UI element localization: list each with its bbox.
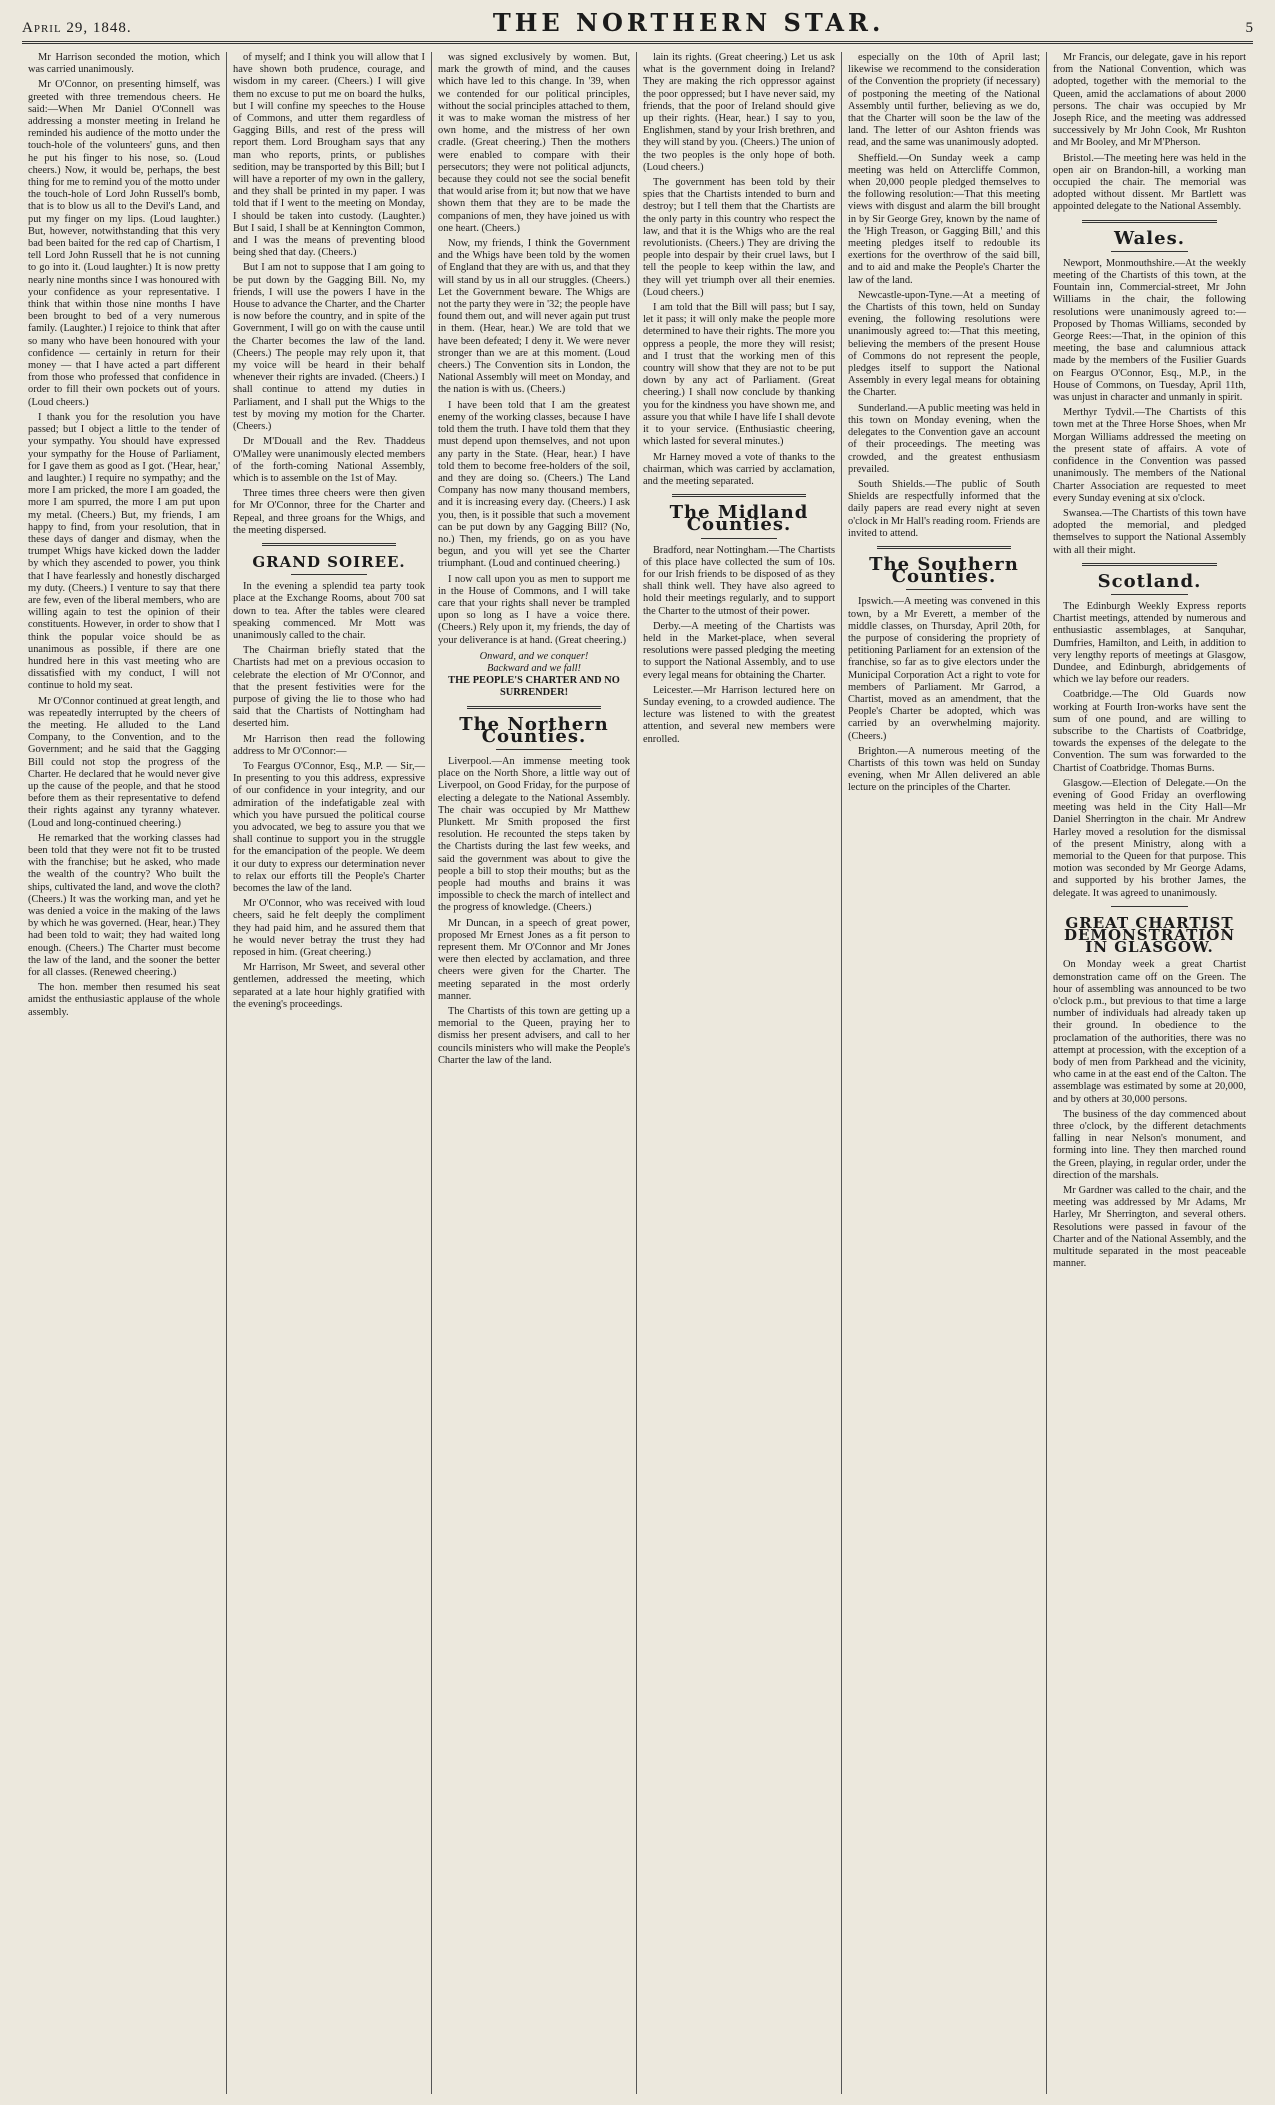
paragraph: Derby.—A meeting of the Chartists was held in the Market-place, when several resolutions were passed pledging the meeting to support the National Assembly, and to use every legal means for obtaining the Charter.: [643, 620, 835, 681]
section-heading-southern-counties: The Southern Counties.: [869, 553, 1019, 588]
article-body: [848, 52, 1040, 540]
motto-line: Onward, and we conquer!: [479, 650, 589, 662]
paragraph: The Chartists of this town are getting up a memorial to the Queen, praying her to dismiss her present advisers, and call to her councils ministers who will make the People's Charter the law of the land.: [438, 1006, 630, 1066]
page-number: 5: [1245, 20, 1253, 36]
issue-date: April 29, 1848.: [22, 20, 132, 36]
heading-rule: [496, 749, 573, 750]
paragraph: Sheffield.—On Sunday week a camp meeting was held on Attercliffe Common, when 20,000 people pledged themselves to the following resolution:—That this meeting views with disgust and alarm the bill brought in by Sir George Grey, known by the name of the 'High Treason, or Gagging Bill,' and this meeting pledges itself to redouble its exertions for the overthrow of the said bill, and to aid and make the People's Charter the law of the land.: [848, 152, 1040, 286]
paragraph: To Feargus O'Connor, Esq., M.P. — Sir,—In presenting to you this address, expressive of our confidence in your integrity, and our admiration of the indefatigable zeal with which you have pursued the political course you advocated, we beg to assure you that we shall continue to support you in the struggle for the emancipation of the people. We deem it our duty to express our determination never to relax our efforts till the People's Charter becomes the law of the land.: [233, 760, 425, 894]
paragraph: was signed exclusively by women. But, mark the growth of mind, and the causes which have led to this change. In '39, when we contended for our political principles, without the social principles attached to them, it was to make woman the mistress of her own home, and the mistress of her own cradle. (Great cheering.) Then the mothers were enabled to compare with their persecutors; they were not political adjuncts, because they could not see the social benefit that would arise from it; but now that we have shown them that they are to be made the companions of men, they have joined us with one heart. (Cheers.): [438, 52, 630, 234]
heading-rule: [1111, 251, 1188, 252]
column-grid: [22, 52, 1253, 2094]
paragraph: He remarked that the working classes had been told that they were not fit to be trusted with the franchise; but he asked, who made the wealth of the country? Who built the ships, cultivated the land, and wove the cloth? (Cheers.) It was the working man, and yet he was denied a voice in the making of the laws by which he was governed. (Hear, hear.) They had been told to wait; they had waited long enough. (Cheers.) The Charter must become the law of the land, and the sooner the better for all classes. (Renewed cheering.): [28, 832, 220, 979]
section-heading-wales: Wales.: [1113, 227, 1185, 249]
paragraph: especially on the 10th of April last; likewise we recommend to the consideration of the Convention the propriety (if necessary) of postponing the meeting of the National Assembly until further, believing as we do, that the Charter will soon be the law of the land. The letter of our Ashton friends was read, and the same was unanimously adopted.: [848, 52, 1040, 149]
paragraph: Mr Harrison, Mr Sweet, and several other gentlemen, addressed the meeting, which separated at a late hour highly gratified with the evening's proceedings.: [233, 962, 425, 1010]
paragraph: Brighton.—A numerous meeting of the Chartists of this town was held on Sunday evening, when Mr Allen delivered an able lecture on the principles of the Charter.: [848, 745, 1040, 794]
paragraph: I am told that the Bill will pass; but I say, let it pass; it will only make the people more determined to have their rights. The more you oppress a people, the more they will resist; and I trust that the working men of this country will show that they are not to be put down by any act of Parliament. (Great cheering.) I shall now conclude by thanking you for the kindness you have shown me, and assure you that while I have life I shall devote it to your service. (Enthusiastic cheering, which lasted for several minutes.): [643, 302, 835, 448]
paragraph: Bradford, near Nottingham.—The Chartists of this place have collected the sum of 10s. for our Irish friends to be disposed of as they shall think well. They have also agreed to hold their meetings regularly, and to support the Charter to the utmost of their power.: [643, 544, 835, 617]
paragraph: Now, my friends, I think the Government and the Whigs have been told by the women of England that they are with us, and that they will stand by us in all our struggles. (Cheers.) Let the Government beware. The Whigs are not the party they were in '32; the people have found them out, and will never again put trust in them. (Hear, hear.) We are told that we have been defeated; I deny it. We were never stronger than we are at this moment. (Loud cheers.) The Convention sits in London, the National Assembly will meet on Monday, and the nation is with us. (Cheers.): [438, 238, 631, 396]
article-body: [28, 52, 220, 1019]
paragraph: of myself; and I think you will allow that I have shown both prudence, courage, and wisdom in my career. (Cheers.) I will give them no excuse to put me on board the hulks, but I will confine my speeches to the House of Commons, and utter them regardless of Gagging Bills, and rest of the press will report them. Lord Brougham says that any man who reports, prints, or publishes sedition, may be transported by this Bill; but I will have a reporter of my own in the gallery, and they shall be printed in my paper. I was told that if I went to the meeting on Monday, I should be taken into custody. (Laughter.) But I said, I shall be at Kennington Common, and I was the means of preventing blood being shed that day. (Cheers.): [233, 52, 425, 259]
paragraph: Liverpool.—An immense meeting took place on the North Shore, a little way out of Liverpool, on Good Friday, for the purpose of electing a delegate to the National Assembly. The chair was occupied by Mr Matthew Plunkett. Mr Smith proposed the first resolution. He recounted the steps taken by the Chartists during the last few weeks, and said the government was about to give the people a bill to stop their mouths; but as the people had mouths and brains it was impossible to check the march of intellect and the progress of knowledge. (Cheers.): [438, 755, 630, 914]
section-divider: [1082, 220, 1217, 223]
section-divider: [672, 494, 806, 497]
section-divider: [467, 706, 601, 709]
heading-rule: [906, 589, 983, 590]
heading-rule: [1111, 594, 1188, 595]
paragraph: Mr Harrison seconded the motion, which was carried unanimously.: [28, 52, 220, 76]
paragraph: Mr O'Connor, who was received with loud cheers, said he felt deeply the compliment they had paid him, and he assured them that he would never betray the trust they had reposed in him. (Great cheering.): [233, 898, 425, 959]
article-body: [438, 756, 630, 1067]
article-body: [233, 52, 425, 537]
paragraph: Mr Harrison then read the following address to Mr O'Connor:—: [233, 733, 425, 757]
paragraph: South Shields.—The public of South Shields are respectfully informed that the daily papers are read every night at seven o'clock in Mr Hall's reading room. Friends are invited to attend.: [848, 478, 1040, 539]
article-body: [1053, 601, 1246, 900]
article-body: [1053, 52, 1246, 214]
section-heading-midland-counties: The Midland Counties.: [669, 502, 809, 536]
section-divider: [877, 546, 1011, 549]
heading-rule: [1111, 906, 1188, 907]
paragraph: Coatbridge.—The Old Guards now working at Fourth Iron-works have sent the sum of one pound, and are willing to subscribe to the Chartists of Coatbridge, towards the expenses of the delegate to the Convention. The sum was forwarded to the Chartist of Coatbridge. Thomas Burns.: [1053, 689, 1246, 774]
article-body: [643, 545, 835, 746]
paragraph: The government has been told by their spies that the Chartists intended to burn and destroy; but I tell them that the Chartists are the only party in this country who respect the law, and that it is the Whigs who are the real revolutionists. (Cheers.) They are driving the people into despair by their cruel laws, but I tell the people to keep within the law, and they will yet triumph over all their enemies. (Loud cheers.): [643, 177, 835, 298]
paragraph: Mr Francis, our delegate, gave in his report from the National Convention, which was adopted, together with the memorial to the Queen, amid the acclamations of about 2000 persons. The chair was occupied by Mr Joseph Rice, and the meeting was addressed successively by Mr John Cook, Mr Rushton and Mr Booley, and Mr M'Pherson.: [1053, 52, 1246, 149]
paragraph: Mr Duncan, in a speech of great power, proposed Mr Ernest Jones as a fit person to represent them. Mr O'Connor and Mr Jones were then elected by acclamation, and three cheers were given for the Charter. The meeting separated in the most orderly manner.: [438, 917, 630, 1002]
heading-rule: [291, 574, 368, 575]
section-divider: [262, 543, 396, 546]
paragraph: lain its rights. (Great cheering.) Let us ask what is the government doing in Ireland? They are making the rich oppressor against the poor oppressed; but I have never said, my friends, that the poor of Ireland should give up their rights. (Hear, hear.) I say to you, Englishmen, stand by your Irish brethren, and they will stand by you. (Cheers.) The union of the two peoples is the only hope of both. (Loud cheers.): [643, 52, 836, 173]
masthead: [22, 10, 1253, 44]
paragraph: Mr O'Connor, on presenting himself, was greeted with three tremendous cheers. He said:—When Mr Daniel O'Connell was addressing a monster meeting in Ireland he reminded his audience of the motto under the touch-hole of the volunteers' guns, and then he put his finger to his nose, so. (Loud cheers.) Now, it would be, perhaps, the best thing for me to remind you of the motto under the touch-hole of Lord John Russell's bomb, that is to blow us all to the Devil's Land, and put my finger on my lips. (Loud laughter.) But, however, notwithstanding that this very bad been baited for the red cap of Chartism, I tell Lord John Russell that he is not cunning to go into it. (Loud laughter.) It is now pretty nearly nine months since I was honoured with your confidence as your representative. I think that within those nine months I have been brought to bed of a very numerous family. (Laughter.) I rejoice to think that after so many who have been honoured with your confidence — certainly in return for their money — that I have acted a part different from those who professed that confidence in order to fill their own pockets out of yours. (Loud cheers.): [28, 79, 220, 408]
paragraph: Dr M'Douall and the Rev. Thaddeus O'Malley were unanimously elected members of the forth-coming National Assembly, which is to assemble on the 1st of May.: [233, 436, 425, 484]
paragraph: Merthyr Tydvil.—The Chartists of this town met at the Three Horse Shoes, when Mr Morgan Williams addressed the meeting on the present state of affairs. A vote of confidence in the Convention was passed unanimously. The members of the National Charter Association are requested to meet every Sunday evening at six o'clock.: [1053, 407, 1246, 504]
column-4: [637, 52, 842, 2094]
paragraph: Mr O'Connor continued at great length, and was repeatedly interrupted by the cheers of the meeting. He alluded to the Land Company, to the Convention, and to the Government; and he said that the Gagging Bill could not stop the progress of the Charter. He declared that he would never give up the cause of the people, and that he stood before them as their representative to defend their rights against any tyranny whatever. (Loud and long-continued cheering.): [28, 695, 220, 829]
article-body: [438, 52, 630, 647]
paragraph: The hon. member then resumed his seat amidst the enthusiastic applause of the whole assembly.: [28, 982, 220, 1018]
column-2: [227, 52, 432, 2094]
column-1: [22, 52, 227, 2094]
paragraph: I thank you for the resolution you have passed; but I object a little to the tender of your sympathy. You should have expressed your sympathy for the House of Parliament, for I gave them as good as I got. ('Hear, hear,' and laughter.) I require no sympathy; and the more I am pricked, the more I am goaded, the more I am spurred, the more I am put upon my metal. (Cheers.) But, my friends, I am happy to find, from your resolution, that in these days of danger and dismay, when the trumpet Whigs have kicked down the ladder by which they ascended to power, you think that I have fearlessly and honestly discharged my duty. (Cheers.) I venture to say that there are few, even of the liberal members, who are willing again to test the opinion of their constituents. However, in order to show that I think the popular voice should be as unanimous as possible, if there are one hundred here in this vast meeting who are dissatisfied with my conduct, I will not continue to hold my seat.: [28, 411, 220, 692]
paragraph: The business of the day commenced about three o'clock, by the different detachments falling in near Nelson's monument, and forming into line. They then marched round the Green, playing, in regular order, under the direction of the marshals.: [1053, 1108, 1246, 1181]
article-body: [1053, 959, 1246, 1270]
paragraph: On Monday week a great Chartist demonstration came off on the Green. The hour of assembling was announced to be two o'clock p.m., but previous to that time a large number of individuals had already taken up their ground. In obedience to the proclamation of the authorities, there was no attempt at procession, with the exception of a body of men from Parkhead and the vicinity, who came in at the east end of the Calton. The assemblage was estimated by some at 20,000, and by others at 30,000 persons.: [1053, 959, 1246, 1105]
paragraph: Bristol.—The meeting here was held in the open air on Brandon-hill, a working man occupied the chair. The memorial was adopted without dissent. Mr Bartlett was appointed delegate to the National Assembly.: [1053, 152, 1246, 213]
section-heading-grand-soiree: GRAND SOIREE.: [252, 552, 406, 571]
column-3: [432, 52, 637, 2094]
paragraph: Newcastle-upon-Tyne.—At a meeting of the Chartists of this town, held on Sunday evening, the following resolutions were unanimously agreed to:—That this meeting, believing the members of the present House of Commons do not represent the people, pledges itself to support the National Assembly in every legal means for obtaining the Charter.: [848, 289, 1040, 399]
motto: [438, 651, 630, 700]
motto-line: Backward and we fall!: [487, 662, 581, 674]
section-heading-scotland: Scotland.: [1097, 570, 1202, 592]
paragraph: Mr Gardner was called to the chair, and the meeting was addressed by Mr Adams, Mr Harley, Mr Sherrington, and several others. Resolutions were passed in favour of the Charter and of the National Assembly, and the multitude separated in the most peaceable manner.: [1053, 1185, 1246, 1270]
newspaper-title: THE NORTHERN STAR.: [492, 8, 885, 37]
paragraph: The Edinburgh Weekly Express reports Chartist meetings, attended by numerous and enthusiastic assemblages, at Sanquhar, Dumfries, Hamilton, and Leith, in addition to very lengthy reports of meetings at Glasgow, Dundee, and Edinburgh, abridgements of which we lay before our readers.: [1053, 600, 1246, 686]
paragraph: Leicester.—Mr Harrison lectured here on Sunday evening, to a crowded audience. The lecture was listened to with the greatest attention, and several new members were enrolled.: [643, 684, 835, 745]
section-divider: [1082, 563, 1217, 566]
column-5: [842, 52, 1047, 2094]
paragraph: In the evening a splendid tea party took place at the Exchange Rooms, about 700 sat down to tea. After the tables were cleared speaking commenced. Mr Mott was unanimously called to the chair.: [233, 581, 425, 641]
article-body: [643, 52, 835, 488]
paragraph: Swansea.—The Chartists of this town have adopted the memorial, and pledged themselves to support the National Assembly with all their might.: [1053, 507, 1246, 556]
paragraph: Newport, Monmouthshire.—At the weekly meeting of the Chartists of this town, at the Fountain inn, Commercial-street, Mr John Williams in the chair, the following resolutions were unanimously agreed to:—Proposed by Thomas Williams, seconded by George Rees:—That, in the opinion of this meeting, the base and calumnious attack made by the members of the Fusilier Guards on Feargus O'Connor, Esq., M.P., in the House of Commons, on Tuesday, April 11th, was unjust in character and unmanly in spirit.: [1053, 257, 1246, 404]
paragraph: Sunderland.—A public meeting was held in this town on Monday evening, when the delegates to the Convention gave an account of their proceedings. The meeting was crowded, and the greatest enthusiasm prevailed.: [848, 402, 1040, 475]
heading-rule: [701, 538, 778, 539]
column-6: [1047, 52, 1252, 2094]
paragraph: Three times three cheers were then given for Mr O'Connor, three for the Charter and Repeal, and three groans for the Whigs, and the meeting dispersed.: [233, 488, 425, 536]
section-heading-glasgow-demonstration: GREAT CHARTIST DEMONSTRATION IN GLASGOW.: [1063, 913, 1236, 957]
paragraph: I now call upon you as men to support me in the House of Commons, and I will take care that your rights shall never be trampled upon so long as I have a voice there. (Cheers.) Rely upon it, my friends, the day of your deliverance is at hand. (Great cheering.): [438, 573, 630, 646]
article-body: [1053, 258, 1246, 557]
paragraph: Mr Harney moved a vote of thanks to the chairman, which was carried by acclamation, and the meeting separated.: [643, 451, 835, 487]
paragraph: But I am not to suppose that I am going to be put down by the Gagging Bill. No, my friends, I will use the powers I have in the House to advance the Charter, and the Charter is now before the country, and in spite of the Government, I will go on with the cause until the Charter becomes the law of the land. (Cheers.) The people may rely upon it, that my voice will be heard in their behalf whenever their rights are invaded. (Cheers.) I shall continue to attend my duties in Parliament, and I shall put the Whigs to the test by moving my motion for the Charter. (Cheers.): [233, 262, 425, 433]
paragraph: Glasgow.—Election of Delegate.—On the evening of Good Friday an overflowing meeting was held in the City Hall—Mr Daniel Sherrington in the chair. Mr Andrew Harley moved a resolution for the dismissal of the present Ministry, along with a memorial to the Queen for that purpose. This motion was seconded by Mr George Adams, and supported by his brother James, the delegate. It was agreed to unanimously.: [1053, 777, 1246, 899]
article-body: [233, 581, 425, 1011]
paragraph: I have been told that I am the greatest enemy of the working classes, because I have told them the truth. I have told them that they must depend upon themselves, and not upon any party in the State. (Hear, hear.) I have told them to become free-holders of the soil, and they are doing so. (Cheers.) The Land Company has now many thousand members, and it is increasing every day. (Cheers.) I ask you, then, is it possible that such a movement can be put down by any Gagging Bill? (No, no.) Then, my friends, go on as you have begun, and you will yet see the Charter triumphant. (Loud and continued cheering.): [438, 399, 630, 570]
article-body: [848, 596, 1040, 794]
section-heading-northern-counties: The Northern Counties.: [459, 713, 609, 747]
motto-line: THE PEOPLE'S CHARTER AND NO SURRENDER!: [448, 675, 620, 699]
paragraph: The Chairman briefly stated that the Chartists had met on a previous occasion to celebrate the election of Mr O'Connor, and that the present festivities were for the purpose of giving the lie to those who had said that the Chartists of Nottingham had deserted him.: [233, 645, 425, 730]
paragraph: Ipswich.—A meeting was convened in this town, by a Mr Everett, a member of the middle classes, on Thursday, April 20th, for the purpose of considering the propriety of petitioning Parliament for an extension of the franchise, so far as to give electors under the Municipal Corporation Act a right to vote for members of Parliament. Mr Garrod, a Chartist, moved as an amendment, that the People's Charter be adopted, which was carried by an overwhelming majority. (Cheers.): [848, 596, 1040, 742]
